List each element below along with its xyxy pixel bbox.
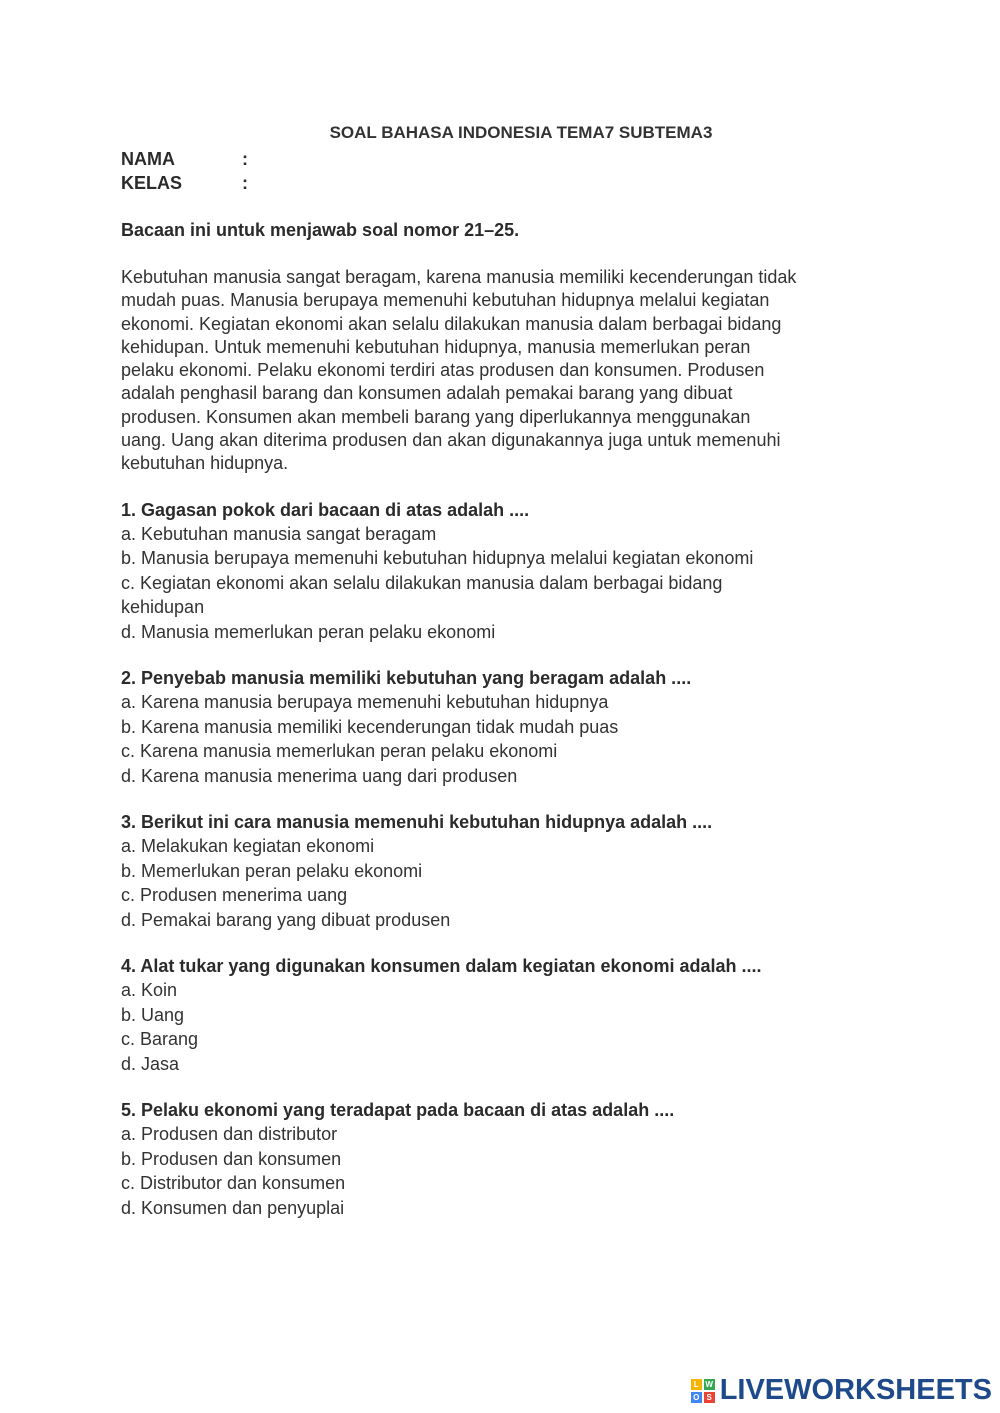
class-colon: :	[242, 173, 248, 193]
answer-option[interactable]: a. Koin	[121, 980, 178, 1001]
question-text: 1. Gagasan pokok dari bacaan di atas adalah ....	[121, 499, 530, 520]
brand-name: LIVEWORKSHEETS	[719, 1374, 992, 1406]
answer-option[interactable]: d. Konsumen dan penyuplai	[121, 1197, 345, 1218]
logo-tile: L	[691, 1379, 702, 1390]
worksheet-page	[121, 121, 891, 1220]
answer-option[interactable]: b. Manusia berupaya memenuhi kebutuhan hidupnya melalui kegiatan ekonomi	[121, 548, 754, 569]
answer-option[interactable]: b. Produsen dan konsumen	[121, 1148, 342, 1169]
name-field-row	[121, 147, 891, 171]
answer-option[interactable]: c. Kegiatan ekonomi akan selalu dilakukan manusia dalam berbagai bidang	[121, 572, 723, 593]
passage-line: pelaku ekonomi. Pelaku ekonomi terdiri atas produsen dan konsumen. Produsen	[121, 360, 765, 381]
passage-line: kebutuhan hidupnya.	[121, 453, 289, 474]
answer-option[interactable]: a. Karena manusia berupaya memenuhi kebutuhan hidupnya	[121, 692, 609, 713]
question-5	[121, 1099, 891, 1220]
question-text: 3. Berikut ini cara manusia memenuhi kebutuhan hidupnya adalah ....	[121, 812, 713, 833]
answer-option[interactable]: b. Memerlukan peran pelaku ekonomi	[121, 860, 423, 881]
passage-line: produsen. Konsumen akan membeli barang yang diperlukannya menggunakan	[121, 406, 751, 427]
passage-line: Kebutuhan manusia sangat beragam, karena manusia memiliki kecenderungan tidak	[121, 267, 797, 287]
reading-instruction: Bacaan ini untuk menjawab soal nomor 21–25.	[121, 220, 520, 240]
liveworksheets-watermark	[691, 1374, 992, 1407]
logo-tile: S	[704, 1392, 715, 1403]
answer-option[interactable]: c. Barang	[121, 1029, 199, 1050]
answer-option[interactable]: c. Produsen menerima uang	[121, 885, 348, 906]
question-1	[121, 499, 891, 645]
question-text: 5. Pelaku ekonomi yang teradapat pada bacaan di atas adalah ....	[121, 1100, 675, 1121]
passage-line: adalah penghasil barang dan konsumen adalah pemakai barang yang dibuat	[121, 383, 733, 404]
answer-option[interactable]: a. Melakukan kegiatan ekonomi	[121, 836, 375, 857]
name-colon: :	[242, 149, 248, 169]
answer-option[interactable]: d. Karena manusia menerima uang dari produsen	[121, 765, 518, 786]
passage-line: ekonomi. Kegiatan ekonomi akan selalu dilakukan manusia dalam berbagai bidang	[121, 313, 782, 334]
class-field-row	[121, 171, 891, 195]
page-title: SOAL BAHASA INDONESIA TEMA7 SUBTEMA3	[329, 123, 713, 142]
liveworksheets-logo-icon	[691, 1379, 715, 1403]
answer-option[interactable]: c. Karena manusia memerlukan peran pelaku ekonomi	[121, 741, 558, 762]
answer-option[interactable]: b. Uang	[121, 1004, 185, 1025]
question-text: 4. Alat tukar yang digunakan konsumen dalam kegiatan ekonomi adalah ....	[121, 956, 762, 977]
logo-tile: O	[691, 1392, 702, 1403]
question-text: 2. Penyebab manusia memiliki kebutuhan yang beragam adalah ....	[121, 668, 692, 689]
answer-option[interactable]: b. Karena manusia memiliki kecenderungan tidak mudah puas	[121, 716, 619, 737]
answer-option[interactable]: c. Distributor dan konsumen	[121, 1173, 346, 1194]
answer-option[interactable]: d. Manusia memerlukan peran pelaku ekonomi	[121, 621, 496, 642]
answer-option[interactable]: a. Produsen dan distributor	[121, 1124, 338, 1145]
class-label: KELAS	[121, 173, 183, 193]
answer-option-continuation[interactable]: kehidupan	[121, 597, 205, 618]
name-label: NAMA	[121, 149, 175, 169]
question-4	[121, 955, 891, 1076]
passage-line: kehidupan. Untuk memenuhi kebutuhan hidupnya, manusia memerlukan peran	[121, 336, 751, 357]
answer-option[interactable]: d. Jasa	[121, 1053, 180, 1074]
answer-option[interactable]: a. Kebutuhan manusia sangat beragam	[121, 523, 437, 544]
question-2	[121, 667, 891, 788]
logo-tile: W	[705, 1379, 713, 1389]
passage-line: uang. Uang akan diterima produsen dan akan digunakannya juga untuk memenuhi	[121, 430, 781, 451]
reading-passage	[121, 266, 891, 476]
answer-option[interactable]: d. Pemakai barang yang dibuat produsen	[121, 909, 451, 930]
question-3	[121, 811, 891, 932]
passage-line: mudah puas. Manusia berupaya memenuhi kebutuhan hidupnya melalui kegiatan	[121, 290, 770, 311]
